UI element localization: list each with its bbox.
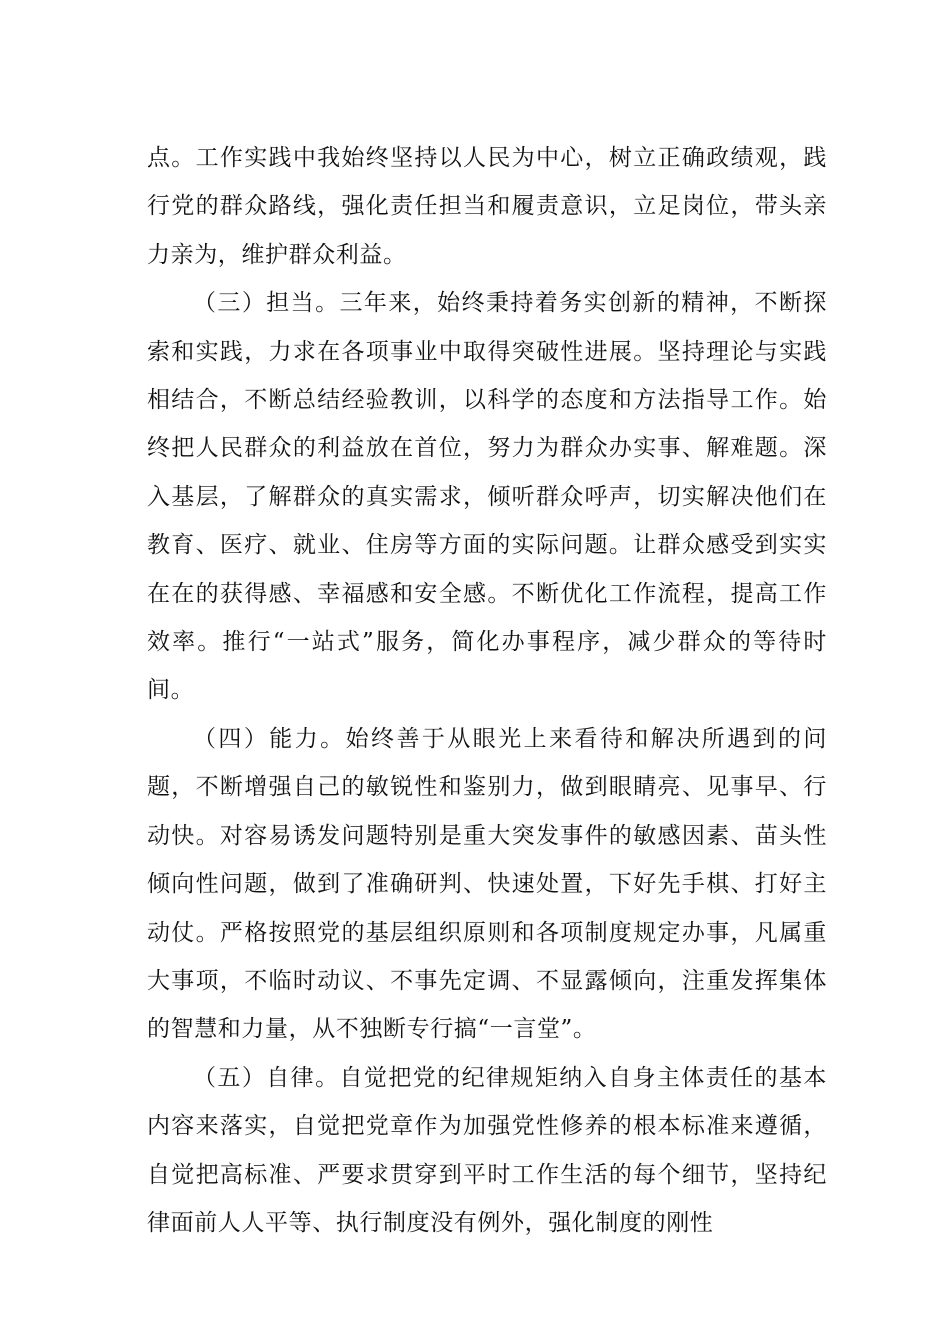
paragraph-continuation: 点。工作实践中我始终坚持以人民为中心，树立正确政绩观，践行党的群众路线，强化责任担当和履责意识，立足岗位，带头亲力亲为，维护群众利益。 [147, 145, 827, 268]
document-body [147, 134, 827, 1247]
paragraph-section-4-ability: （四）能力。始终善于从眼光上来看待和解决所遇到的问题，不断增强自己的敏锐性和鉴别力，做到眼睛亮、见事早、行动快。对容易诱发问题特别是重大突发事件的敏感因素、苗头性倾向性问题，做到了准确研判、快速处置，下好先手棋、打好主动仗。严格按照党的基层组织原则和各项制度规定办事，凡属重大事项，不临时动议、不事先定调、不显露倾向，注重发挥集体的智慧和力量，从不独断专行搞“一言堂”。 [147, 725, 827, 1043]
paragraph-section-3-responsibility: （三）担当。三年来，始终秉持着务实创新的精神，不断探索和实践，力求在各项事业中取得突破性进展。坚持理论与实践相结合，不断总结经验教训，以科学的态度和方法指导工作。始终把人民群众的利益放在首位，努力为群众办实事、解难题。深入基层，了解群众的真实需求，倾听群众呼声，切实解决他们在教育、医疗、就业、住房等方面的实际问题。让群众感受到实实在在的获得感、幸福感和安全感。不断优化工作流程，提高工作效率。推行“一站式”服务，简化办事程序，减少群众的等待时间。 [147, 290, 827, 704]
paragraph-section-5-self-discipline: （五）自律。自觉把党的纪律规矩纳入自身主体责任的基本内容来落实，自觉把党章作为加强党性修养的根本标准来遵循，自觉把高标准、严要求贯穿到平时工作生活的每个细节，坚持纪律面前人人平等、执行制度没有例外，强化制度的刚性 [147, 1064, 827, 1236]
